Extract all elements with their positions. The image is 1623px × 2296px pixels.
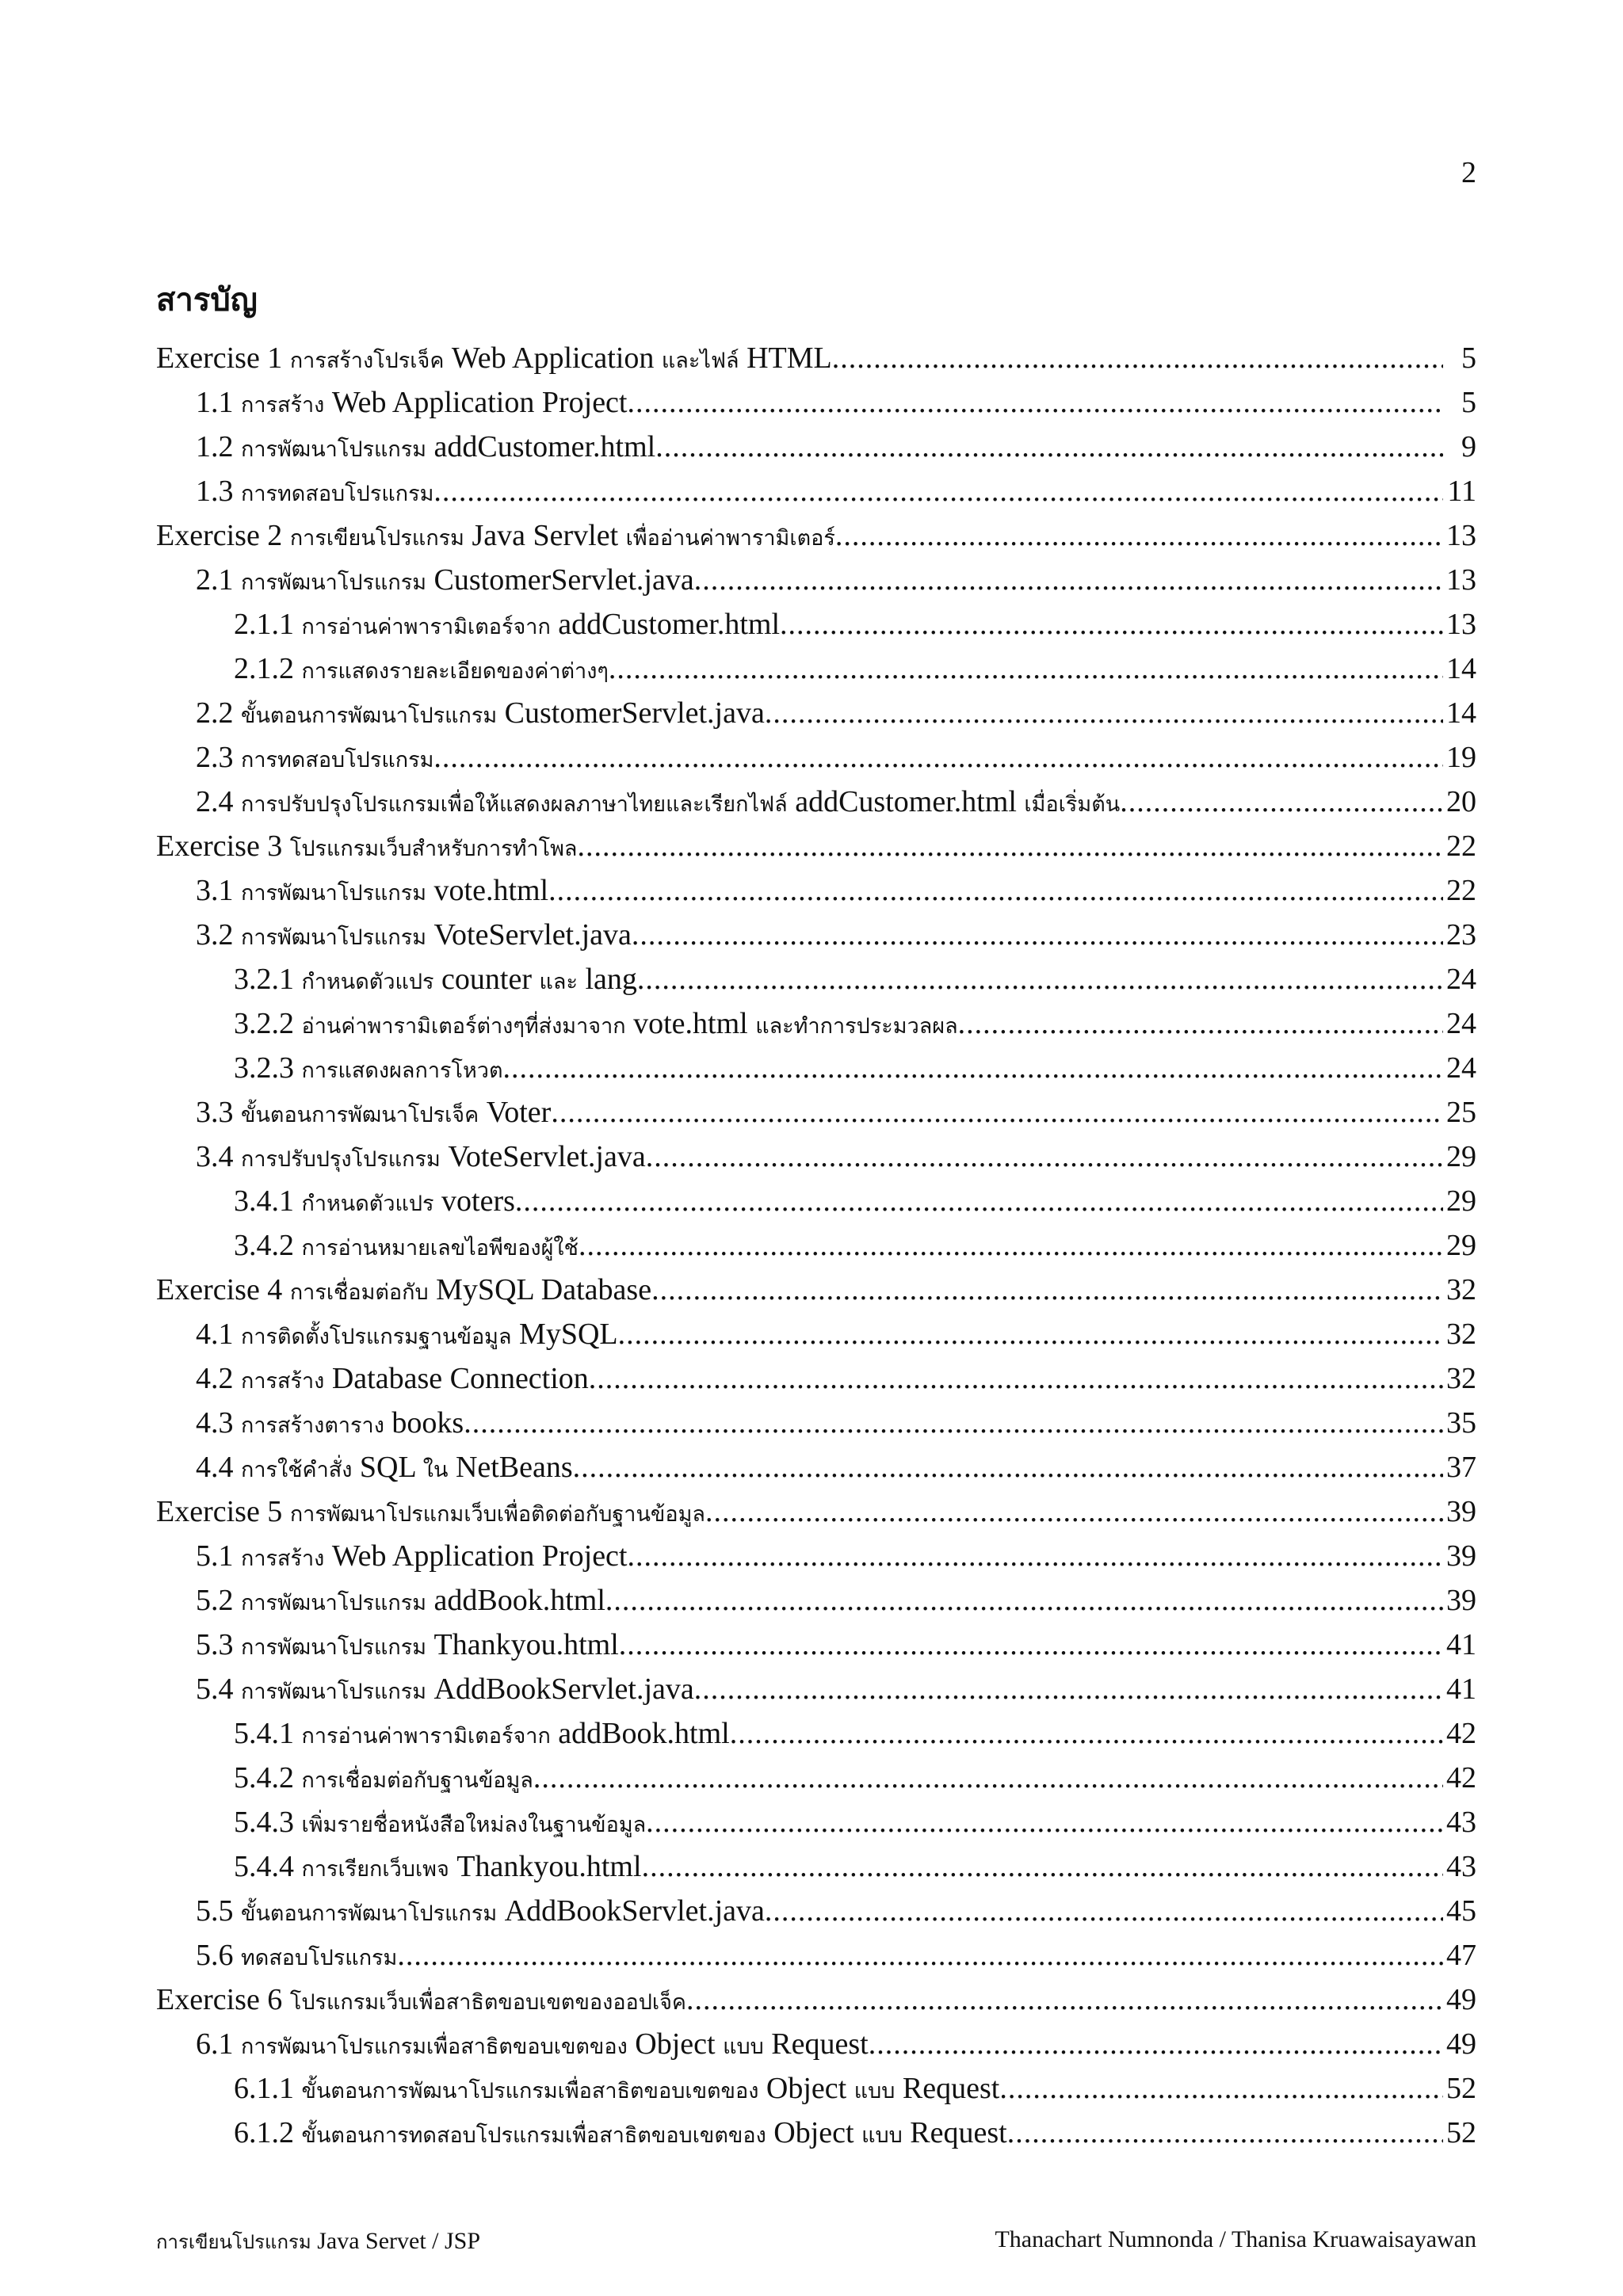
toc-entry-thai-text-2: และไฟล์ [661,349,739,372]
toc-entry-label [196,917,632,954]
toc-leader-dots [515,1184,1443,1219]
toc-entry-english-text: addCustomer.html [433,430,656,463]
toc-entry-english-text: voters [441,1184,515,1218]
toc-entry-label [196,1894,765,1930]
toc-entry-number: 2.4 [196,785,234,818]
toc-entry-thai-text: การพัฒนาโปรแกรม [241,570,427,594]
toc-entry-label [234,2071,999,2107]
toc-entry-thai-text: อ่านค่าพารามิเตอร์ต่างๆที่ส่งมาจาก [301,1014,626,1038]
toc-entry-number: 4.2 [196,1362,234,1395]
toc-entry-label [234,1184,515,1220]
toc-entry-thai-text: การใช้คำสั่ง [241,1458,353,1482]
toc-entry-english-text: Web Application Project [331,1539,628,1573]
toc-entry-number: 3.4.1 [234,1184,294,1218]
toc-entry-thai-text: การเขียนโปรแกรม [289,526,464,550]
toc-entry-english-text: MySQL Database [436,1273,652,1306]
toc-entry-english-text: CustomerServlet.java [504,696,765,730]
toc-entry [156,2027,1476,2071]
toc-entry-thai-text: โปรแกรมเว็บสำหรับการทำโพล [289,837,578,860]
toc-entry [156,1672,1476,1716]
toc-entry-number: 3.2.2 [234,1007,294,1040]
toc-entry-label [234,1006,958,1043]
toc-entry-label [234,962,637,998]
toc-entry [156,1405,1476,1450]
toc-entry-thai-text: การพัฒนาโปรแกรม [241,437,427,461]
toc-entry-label [234,1716,730,1753]
toc-leader-dots [655,429,1443,464]
toc-page-number: 47 [1446,1939,1476,1972]
toc-entry-number: 2.1.1 [234,608,294,641]
toc-entry-label [234,1051,502,1087]
toc-page-number: 42 [1446,1761,1476,1794]
toc-entry-number: 2.3 [196,741,234,774]
toc-page-number: 37 [1446,1451,1476,1484]
toc-entry-label [196,2027,869,2063]
toc-entry-label [156,518,835,555]
toc-entry-label [196,429,655,466]
toc-leader-dots [637,962,1443,997]
toc-entry-number: 5.2 [196,1584,234,1617]
toc-entry-label [196,1627,619,1664]
toc-page-number: 29 [1446,1184,1476,1218]
toc-entry-thai-text: การแสดงรายละเอียดของค่าต่างๆ [301,659,609,683]
toc-entry-thai-text-2: แบบ [854,2079,896,2103]
toc-entry-english-text-2: lang [585,963,637,996]
toc-entry-english-text: Web Application Project [331,386,628,419]
toc-entry [156,1184,1476,1228]
toc-leader-dots [694,1672,1443,1707]
toc-entry-thai-text: ขั้นตอนการพัฒนาโปรแกรมเพื่อสาธิตขอบเขตของ [301,2079,759,2103]
toc-entry-thai-text: การสร้างตาราง [241,1413,384,1437]
toc-page-number: 52 [1446,2072,1476,2105]
toc-entry-number: 6.1.2 [234,2116,294,2149]
toc-entry [156,341,1476,385]
toc-entry-thai-text-2: และทำการประมวลผล [755,1014,958,1038]
toc-entry-thai-text: เพิ่มรายชื่อหนังสือใหม่ลงในฐานข้อมูล [301,1813,647,1836]
toc-entry-english-text: Database Connection [331,1362,589,1395]
toc-entry-number: 5.4.2 [234,1761,294,1794]
toc-entry-english-text: addCustomer.html [558,608,781,641]
footer-course-th: การเขียนโปรแกรม [156,2233,311,2253]
toc-entry-english-text: VoteServlet.java [448,1140,646,1173]
toc-leader-dots [832,341,1443,376]
toc-entry [156,1494,1476,1539]
toc-entry-number: 1.3 [196,475,234,508]
toc-entry-english-text: counter [441,963,532,996]
toc-entry [156,1583,1476,1627]
toc-entry-number: 4.3 [196,1406,234,1440]
toc-entry [156,1760,1476,1805]
toc-entry-thai-text: การติดตั้งโปรแกรมฐานข้อมูล [241,1325,512,1348]
toc-entry [156,1627,1476,1672]
toc-entry-thai-text: ขั้นตอนการพัฒนาโปรแกรม [241,704,498,727]
toc-leader-dots [705,1494,1443,1529]
toc-entry-label [196,1583,605,1619]
toc-entry-number: 6.1 [196,2027,234,2061]
toc-entry-thai-text: กำหนดตัวแปร [301,970,434,994]
toc-entry-number: 2.1 [196,563,234,597]
table-of-contents [156,341,1476,2160]
toc-page-number: 45 [1446,1894,1476,1928]
toc-entry-label [234,1760,533,1797]
toc-entry-thai-text: ทดสอบโปรแกรม [241,1946,398,1970]
toc-entry-number: 5.6 [196,1939,234,1972]
toc-page-number: 42 [1446,1717,1476,1750]
toc-entry [156,474,1476,518]
toc-entry-number: 5.5 [196,1894,234,1928]
toc-entry-thai-text: การพัฒนาโปรแกรม [241,1680,427,1703]
toc-leader-dots [573,1450,1443,1485]
toc-entry-number: 5.4.4 [234,1850,294,1883]
toc-page-number: 39 [1446,1584,1476,1617]
toc-leader-dots [397,1938,1443,1973]
toc-entry-thai-text-2: และ [539,970,578,994]
toc-entry [156,2071,1476,2115]
toc-leader-dots [869,2027,1443,2061]
toc-entry-number: Exercise 1 [156,341,283,375]
toc-entry-number: 5.3 [196,1628,234,1661]
toc-entry [156,651,1476,696]
toc-entry-english-text: addBook.html [558,1717,730,1750]
toc-leader-dots [642,1849,1443,1884]
toc-page-number: 24 [1446,963,1476,996]
toc-entry-thai-text: การทดสอบโปรแกรม [241,482,434,505]
toc-leader-dots [619,1627,1443,1662]
toc-entry-label [196,784,1120,821]
toc-entry-label [196,385,627,421]
toc-entry-label [196,1539,627,1575]
toc-leader-dots [551,1095,1443,1130]
toc-entry-thai-text: การปรับปรุงโปรแกรมเพื่อให้แสดงผลภาษาไทยและเรียกไฟล์ [241,792,788,816]
toc-entry [156,1849,1476,1894]
toc-entry-english-text: vote.html [633,1007,748,1040]
toc-entry-english-text: vote.html [433,874,549,907]
toc-page-number: 39 [1446,1539,1476,1573]
toc-page-number: 23 [1446,918,1476,952]
toc-entry-number: Exercise 5 [156,1495,283,1528]
toc-entry-label [196,1405,464,1442]
toc-entry-label [196,740,433,776]
toc-entry-thai-text: การพัฒนาโปรแกรม [241,881,427,905]
toc-entry-thai-text: การสร้างโปรเจ็ค [289,349,445,372]
footer-authors: Thanachart Numnonda / Thanisa Kruawaisayawan [995,2226,1476,2252]
toc-page-number: 22 [1446,830,1476,863]
toc-entry-english-text: addCustomer.html [795,785,1017,818]
toc-entry-thai-text: การแสดงผลการโหวต [301,1058,503,1082]
toc-leader-dots [780,607,1443,642]
toc-leader-dots [765,696,1443,730]
toc-entry-english-text-2: NetBeans [455,1451,573,1484]
toc-entry-thai-text: การทดสอบโปรแกรม [241,748,434,772]
toc-entry-thai-text: โปรแกรมเว็บเพื่อสาธิตขอบเขตของออปเจ็ค [289,1990,686,2014]
toc-entry-thai-text: การเชื่อมต่อกับ [289,1280,429,1304]
toc-entry-english-text: AddBookServlet.java [433,1672,694,1706]
toc-entry-thai-text: การเชื่อมต่อกับฐานข้อมูล [301,1768,533,1792]
toc-entry-number: 5.1 [196,1539,234,1573]
toc-entry-thai-text-2: ใน [422,1458,449,1482]
toc-entry [156,784,1476,829]
toc-entry-label [234,2115,1007,2152]
toc-heading: สารบัญ [156,282,258,318]
toc-entry-label [196,1317,618,1353]
toc-entry-thai-text: ขั้นตอนการพัฒนาโปรแกรม [241,1901,498,1925]
toc-entry-number: 3.4.2 [234,1229,294,1262]
toc-leader-dots [835,518,1443,553]
toc-entry-label [234,1228,579,1264]
toc-leader-dots [627,1539,1443,1573]
toc-entry [156,1539,1476,1583]
toc-entry-english-text: AddBookServlet.java [504,1894,765,1928]
toc-entry-thai-text: การพัฒนาโปรแกรม [241,1635,427,1659]
toc-leader-dots [694,563,1443,597]
toc-entry-english-text: Web Application [451,341,655,375]
toc-leader-dots [632,917,1443,952]
toc-entry-number: 1.2 [196,430,234,463]
toc-entry-number: 3.2.3 [234,1051,294,1085]
toc-entry-label [196,696,765,732]
toc-entry-english-text: addBook.html [433,1584,605,1617]
toc-entry-label [156,341,832,377]
toc-entry [156,2115,1476,2160]
toc-entry-label [156,829,577,865]
toc-entry-label [196,873,548,910]
toc-entry-label [196,1361,589,1398]
toc-entry [156,1006,1476,1051]
toc-entry [156,1805,1476,1849]
toc-entry-number: 2.1.2 [234,652,294,685]
toc-page-number: 24 [1446,1051,1476,1085]
toc-leader-dots [765,1894,1443,1928]
toc-page-number: 13 [1446,519,1476,552]
toc-page-number: 19 [1446,741,1476,774]
toc-leader-dots [433,740,1443,775]
toc-leader-dots [646,1805,1443,1840]
toc-page-number: 14 [1446,696,1476,730]
toc-leader-dots [605,1583,1443,1618]
toc-entry-english-text: VoteServlet.java [433,918,632,952]
toc-entry-english-text: books [391,1406,464,1440]
toc-entry-thai-text: การสร้าง [241,1547,325,1570]
toc-page-number: 41 [1446,1672,1476,1706]
toc-entry-english-text: Object [773,2116,854,2149]
toc-entry-label [234,607,780,643]
toc-entry [156,1450,1476,1494]
toc-page-number: 43 [1446,1850,1476,1883]
toc-entry-thai-text-2: แบบ [861,2123,903,2147]
toc-page-number: 32 [1446,1273,1476,1306]
toc-entry-english-text: MySQL [519,1318,618,1351]
toc-entry [156,1051,1476,1095]
toc-entry-thai-text: การสร้าง [241,1369,325,1393]
toc-leader-dots [502,1051,1443,1085]
footer-course-title [156,2226,480,2257]
toc-entry-label [156,1982,686,2019]
toc-entry [156,607,1476,651]
toc-entry [156,962,1476,1006]
toc-entry-english-text-2: Request [771,2027,869,2061]
toc-leader-dots [579,1228,1443,1263]
toc-entry [156,385,1476,429]
footer-course-en: Java Servet / JSP [317,2228,481,2254]
toc-entry [156,829,1476,873]
toc-entry-thai-text-2: เมื่อเริ่มต้น [1024,792,1121,816]
toc-page-number: 25 [1446,1096,1476,1129]
toc-entry-thai-text: การพัฒนาโปรแกรมเพื่อสาธิตขอบเขตของ [241,2035,628,2058]
toc-entry-thai-text: การเรียกเว็บเพจ [301,1857,449,1881]
toc-entry-thai-text-2: แบบ [723,2035,764,2058]
toc-entry-label [156,1272,651,1309]
toc-leader-dots [651,1272,1443,1307]
toc-entry-english-text: Voter [486,1096,552,1129]
toc-page-number: 11 [1447,475,1476,508]
toc-entry-label [196,1938,397,1974]
toc-entry [156,1095,1476,1139]
toc-leader-dots [589,1361,1443,1396]
toc-page-number: 20 [1446,785,1476,818]
toc-leader-dots [686,1982,1443,2017]
toc-page-number: 29 [1446,1140,1476,1173]
toc-entry [156,1894,1476,1938]
toc-entry-english-text: Object [766,2072,847,2105]
toc-entry-number: 4.1 [196,1318,234,1351]
toc-entry-thai-text: การพัฒนาโปรแกมเว็บเพื่อติดต่อกับฐานข้อมูล [289,1502,705,1526]
toc-entry-label [196,1139,646,1176]
toc-page-number: 35 [1446,1406,1476,1440]
toc-leader-dots [646,1139,1443,1174]
toc-page-number: 32 [1446,1318,1476,1351]
toc-leader-dots [958,1006,1443,1041]
toc-entry-thai-text: การสร้าง [241,393,325,417]
toc-leader-dots [730,1716,1443,1751]
toc-leader-dots [533,1760,1443,1795]
toc-entry-english-text: Thankyou.html [433,1628,619,1661]
toc-page-number: 29 [1446,1229,1476,1262]
toc-entry [156,740,1476,784]
toc-entry [156,917,1476,962]
toc-entry [156,1228,1476,1272]
toc-entry-english-text: Java Servlet [472,519,619,552]
toc-entry-number: 6.1.1 [234,2072,294,2105]
toc-entry-number: Exercise 6 [156,1983,283,2016]
toc-entry [156,518,1476,563]
toc-entry-number: Exercise 2 [156,519,283,552]
toc-entry-thai-text: การอ่านค่าพารามิเตอร์จาก [301,615,551,639]
toc-entry-number: 3.2.1 [234,963,294,996]
toc-leader-dots [464,1405,1443,1440]
toc-entry-english-text: SQL [359,1451,416,1484]
toc-page-number: 13 [1446,608,1476,641]
toc-leader-dots [577,829,1443,864]
toc-entry [156,1272,1476,1317]
toc-leader-dots [609,651,1443,686]
toc-entry-english-text-2: HTML [747,341,832,375]
toc-entry [156,1361,1476,1405]
toc-page-number: 49 [1446,1983,1476,2016]
toc-page-number: 41 [1446,1628,1476,1661]
toc-leader-dots [1007,2115,1443,2150]
toc-page-number: 13 [1446,563,1476,597]
toc-entry-label [234,1849,642,1886]
toc-entry-number: 4.4 [196,1451,234,1484]
toc-page-number: 9 [1461,430,1476,463]
toc-page-number: 49 [1446,2027,1476,2061]
toc-entry-number: 5.4.1 [234,1717,294,1750]
toc-page-number: 32 [1446,1362,1476,1395]
toc-entry-english-text-2: Request [910,2116,1007,2149]
toc-entry-number: 5.4 [196,1672,234,1706]
toc-page-number: 22 [1446,874,1476,907]
toc-entry-label [234,1805,646,1841]
toc-entry-thai-text: การอ่านค่าพารามิเตอร์จาก [301,1724,551,1748]
toc-entry-label [156,1494,705,1531]
toc-page-number: 5 [1461,386,1476,419]
toc-leader-dots [433,474,1443,509]
toc-entry-thai-text: ขั้นตอนการทดสอบโปรแกรมเพื่อสาธิตขอบเขตของ [301,2123,766,2147]
toc-entry-number: 2.2 [196,696,234,730]
toc-entry [156,696,1476,740]
toc-page-number: 52 [1446,2116,1476,2149]
toc-entry-thai-text: ขั้นตอนการพัฒนาโปรเจ็ค [241,1103,479,1127]
toc-leader-dots [1120,784,1443,819]
toc-entry [156,1139,1476,1184]
toc-entry-number: 3.3 [196,1096,234,1129]
toc-entry-label [234,651,609,688]
toc-leader-dots [627,385,1443,420]
toc-entry-english-text-2: Request [902,2072,1000,2105]
toc-page-number: 39 [1446,1495,1476,1528]
toc-entry-number: 3.2 [196,918,234,952]
toc-leader-dots [999,2071,1443,2106]
toc-entry-number: 1.1 [196,386,234,419]
toc-entry-number: 3.4 [196,1140,234,1173]
toc-entry-label [196,1450,573,1486]
toc-entry-english-text: CustomerServlet.java [433,563,694,597]
toc-entry-number: 3.1 [196,874,234,907]
toc-entry [156,563,1476,607]
toc-entry-label [196,1672,694,1708]
toc-page-number: 24 [1446,1007,1476,1040]
toc-entry [156,873,1476,917]
toc-entry-label [196,474,433,510]
toc-entry-thai-text-2: เพื่ออ่านค่าพารามิเตอร์ [625,526,835,550]
toc-entry [156,1938,1476,1982]
toc-entry-english-text: Object [635,2027,716,2061]
toc-entry-number: 5.4.3 [234,1806,294,1839]
toc-entry-label [196,563,694,599]
toc-page-number: 14 [1446,652,1476,685]
toc-entry-number: Exercise 4 [156,1273,283,1306]
toc-entry [156,1982,1476,2027]
toc-leader-dots [548,873,1443,908]
toc-entry-thai-text: การพัฒนาโปรแกรม [241,925,427,949]
toc-entry-english-text: Thankyou.html [456,1850,642,1883]
toc-page-number: 43 [1446,1806,1476,1839]
toc-entry-number: Exercise 3 [156,830,283,863]
toc-leader-dots [618,1317,1443,1352]
toc-entry [156,1317,1476,1361]
toc-entry-thai-text: การพัฒนาโปรแกรม [241,1591,427,1615]
toc-entry [156,429,1476,474]
toc-entry-thai-text: กำหนดตัวแปร [301,1192,434,1215]
toc-entry-label [196,1095,551,1131]
toc-entry-thai-text: การปรับปรุงโปรแกรม [241,1147,441,1171]
toc-entry-thai-text: การอ่านหมายเลขไอพีของผู้ใช้ [301,1236,579,1260]
toc-page-number: 5 [1461,341,1476,375]
page-number: 2 [1461,156,1476,189]
toc-entry [156,1716,1476,1760]
